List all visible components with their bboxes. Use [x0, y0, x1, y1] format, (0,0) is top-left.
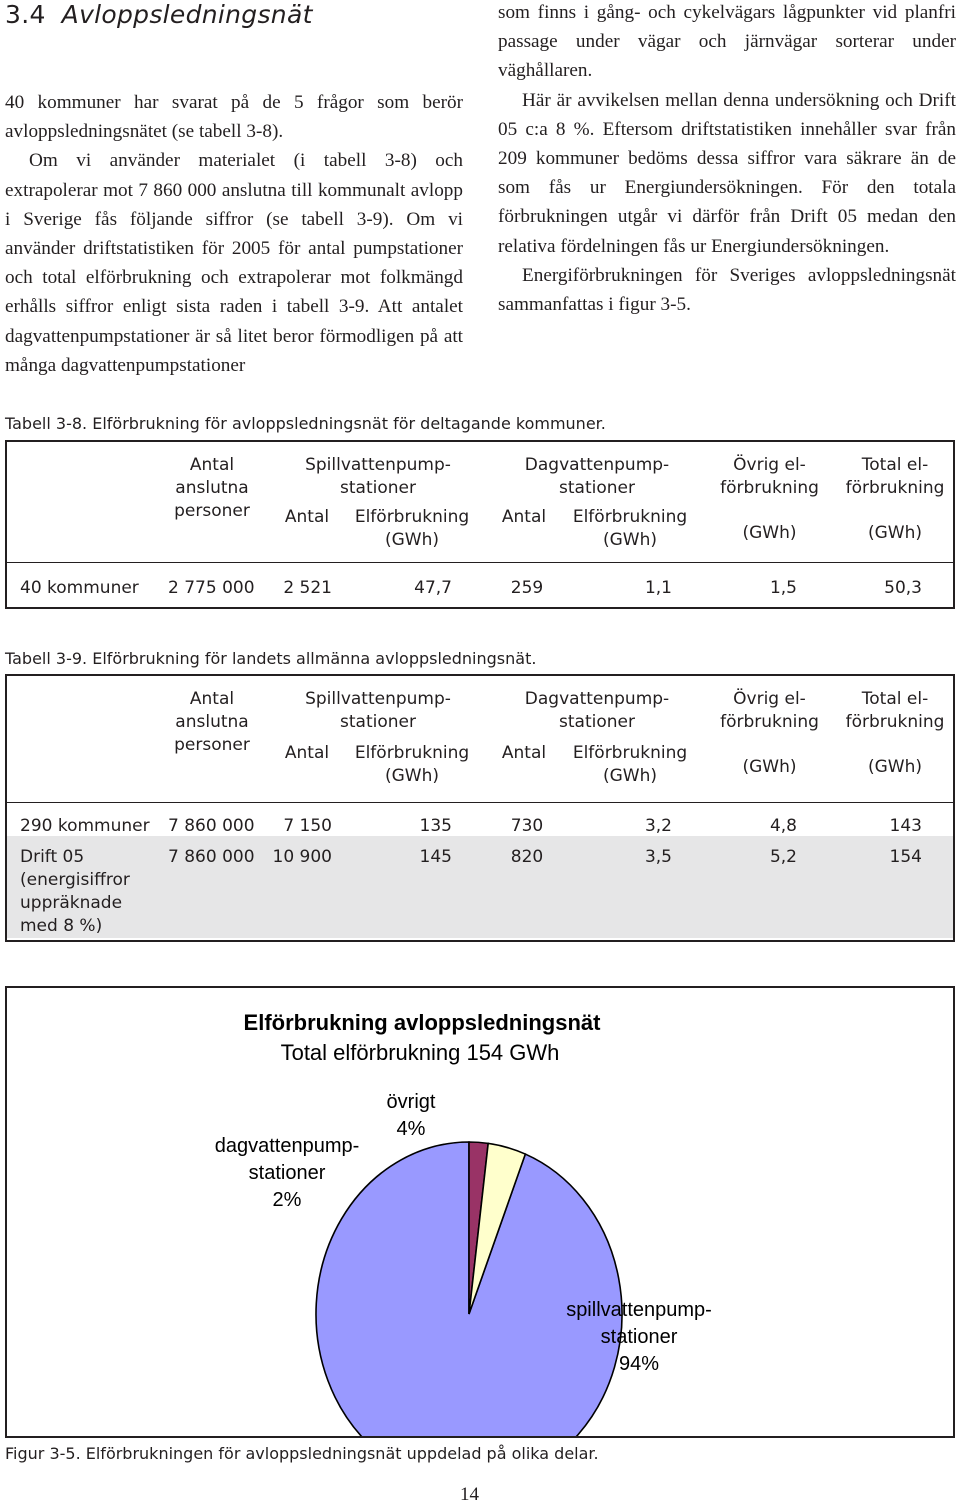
pie-chart	[7, 988, 953, 1436]
table-3-9-header-ovrig: Övrig el-	[733, 689, 806, 709]
table-3-9-cell-spill-el: 135	[419, 816, 452, 836]
table-3-9-header-total: förbrukning	[845, 712, 945, 732]
pie-label-1: stationer	[248, 1162, 326, 1184]
table-3-9-header-dag: stationer	[559, 712, 635, 732]
table-3-9	[5, 674, 955, 942]
table-3-9-cell-ovrig: 5,2	[769, 847, 797, 867]
table-3-8-header-total-gwh: (GWh)	[867, 523, 923, 543]
chart-subtitle: Total elförbrukning 154 GWh	[280, 1040, 560, 1065]
table-3-8-header-dag: stationer	[559, 478, 635, 498]
pie-slices	[316, 1142, 622, 1436]
table-3-9-header-spill: stationer	[340, 712, 416, 732]
page-number: 14	[460, 1484, 479, 1505]
table-3-8-header-ovrig: förbrukning	[720, 478, 819, 498]
table-3-9-header-ovrig-gwh: (GWh)	[742, 757, 797, 777]
table-3-8-row-label: 40 kommuner	[20, 578, 139, 598]
table-3-9-row-shading	[7, 836, 953, 938]
table-3-8-header-dag-el: Elförbrukning	[572, 507, 688, 527]
table-3-9-header-spill-el: Elförbrukning	[354, 743, 470, 763]
right-paragraph-2: Här är avvikelsen mellan denna undersökning och Drift 05 c:a 8 %. Eftersom driftstatistiken innehåller svar från 209 kommuner bedöms dessa siffror vara säkrare än de som fås ur Energiundersökningen. För den totala förbrukningen utgår vi därför från Drift 05 medan den relativa fördelningen fås ur Energiundersökningen.	[498, 89, 956, 257]
table-3-9-cell-spill-antal: 7 150	[283, 816, 332, 836]
right-column	[498, 0, 956, 319]
table-3-8-header	[7, 442, 953, 563]
table-3-8-header-total: Total el-	[861, 455, 929, 475]
pie-pct-0: 94%	[618, 1353, 660, 1375]
table-3-8-cell-anslutna: 2 775 000	[168, 578, 255, 598]
section-number: 3.4	[5, 0, 46, 29]
pie-label-0: spillvattenpump-	[566, 1299, 712, 1321]
table-3-8-cell-ovrig: 1,5	[769, 578, 797, 598]
table-3-8-cell-total: 50,3	[884, 578, 922, 598]
table-3-9-cell-dag-el: 3,2	[644, 816, 672, 836]
table-3-8-header-anslutna: Antal	[189, 455, 235, 475]
table-3-9-cell-anslutna: 7 860 000	[168, 816, 255, 836]
table-3-8-header-anslutna: anslutna	[175, 478, 249, 498]
table-3-8-header-spill-antal: Antal	[284, 507, 330, 527]
pie-label-2: övrigt	[386, 1091, 436, 1113]
table-3-8-header-spill: Spillvattenpump-	[305, 455, 451, 475]
table-3-9-header-dag-antal: Antal	[501, 743, 547, 763]
table-3-9-header-ovrig: förbrukning	[720, 712, 819, 732]
table-3-8-header-spill: stationer	[340, 478, 416, 498]
table-3-9-cell-dag-antal: 730	[510, 816, 544, 836]
table-3-9-cell-spill-antal: 10 900	[272, 847, 332, 867]
section-heading	[5, 0, 313, 29]
table-3-8-header-ovrig-gwh: (GWh)	[742, 523, 797, 543]
table-3-8-cell-spill-el: 47,7	[414, 578, 452, 598]
table-3-9-header-spill-antal: Antal	[284, 743, 330, 763]
left-paragraph-1: 40 kommuner har svarat på de 5 frågor som berör avloppsledningsnätet (se tabell 3-8).	[5, 92, 463, 143]
right-paragraph-1: som finns i gång- och cykelvägars lågpunkter vid planfri passage under vägar och järnvägar sorterar under väghållaren.	[498, 2, 956, 82]
table-3-9-header-anslutna: personer	[174, 735, 250, 755]
table-3-9-cell-dag-el: 3,5	[644, 847, 672, 867]
table-3-9-header-dag-el: Elförbrukning	[572, 743, 688, 763]
table-3-8-header-spill-el: Elförbrukning	[354, 507, 470, 527]
table-3-9-header-dag: Dagvattenpump-	[524, 689, 670, 709]
table-3-9-row-label: 290 kommuner	[20, 816, 150, 836]
left-paragraph-2: Om vi använder materialet (i tabell 3-8) och extrapolerar mot 7 860 000 anslutna till kommunalt avlopp i Sverige fås följande siffror (se tabell 3-9). Om vi använder driftstatistiken för 2005 för antal pumpstationer och total elförbrukning och extrapolerar mot folkmängd erhålls siffror enligt sista raden i tabell 3-9. Att antalet dagvattenpumpstationer är så litet beror förmodligen på att många dagvattenpumpstationer	[5, 150, 463, 376]
table-3-8-header-ovrig: Övrig el-	[733, 455, 806, 475]
table-3-9-cell-dag-antal: 820	[510, 847, 544, 867]
table-3-8-cell-dag-el: 1,1	[644, 578, 672, 598]
table-3-9-header-spill-gwh: (GWh)	[384, 766, 440, 786]
table-3-9-header-dag-gwh: (GWh)	[602, 766, 658, 786]
pie-label-0: stationer	[600, 1326, 678, 1348]
table-3-9-row-label: Drift 05	[20, 847, 85, 867]
table-3-9-row-label: (energisiffror	[20, 870, 130, 890]
table-3-9-cell-total: 154	[889, 847, 922, 867]
right-paragraph-3: Energiförbrukningen för Sveriges avloppsledningsnät sammanfattas i figur 3-5.	[498, 264, 956, 316]
table-3-8-caption: Tabell 3-8. Elförbrukning för avloppsledningsnät för deltagande kommuner.	[5, 414, 606, 433]
table-3-9-header-spill: Spillvattenpump-	[305, 689, 451, 709]
table-3-8-header-anslutna: personer	[174, 501, 250, 521]
table-3-8-header-dag-gwh: (GWh)	[602, 530, 658, 550]
table-3-9-cell-anslutna: 7 860 000	[168, 847, 255, 867]
table-3-9-row-label: med 8 %)	[20, 916, 103, 936]
figure-3-5-caption: Figur 3-5. Elförbrukningen för avloppsledningsnät uppdelad på olika delar.	[5, 1444, 599, 1463]
table-3-8	[5, 440, 955, 609]
table-3-8-header-spill-gwh: (GWh)	[384, 530, 440, 550]
table-3-8-header-dag-antal: Antal	[501, 507, 547, 527]
table-3-8-cell-spill-antal: 2 521	[283, 578, 332, 598]
table-3-9-cell-spill-el: 145	[419, 847, 452, 867]
table-3-9-header-total-gwh: (GWh)	[867, 757, 923, 777]
left-column	[5, 88, 463, 380]
pie-pct-2: 4%	[396, 1118, 426, 1140]
table-3-8-cell-dag-antal: 259	[510, 578, 544, 598]
table-3-9-header-anslutna: Antal	[189, 689, 235, 709]
pie-pct-1: 2%	[272, 1189, 302, 1211]
pie-label-1: dagvattenpump-	[214, 1135, 360, 1157]
table-3-9-header-total: Total el-	[861, 689, 929, 709]
section-title: Avloppsledningsnät	[61, 0, 313, 29]
figure-3-5	[5, 986, 955, 1438]
table-3-9-cell-total: 143	[889, 816, 922, 836]
chart-title: Elförbrukning avloppsledningsnät	[243, 1010, 601, 1035]
table-3-9-caption: Tabell 3-9. Elförbrukning för landets allmänna avloppsledningsnät.	[5, 649, 537, 668]
table-3-8-header-total: förbrukning	[845, 478, 945, 498]
table-3-8-header-dag: Dagvattenpump-	[524, 455, 670, 475]
table-3-9-header	[7, 676, 953, 803]
table-3-9-row-label: uppräknade	[20, 893, 123, 913]
table-3-9-cell-ovrig: 4,8	[769, 816, 797, 836]
table-3-9-header-anslutna: anslutna	[175, 712, 249, 732]
